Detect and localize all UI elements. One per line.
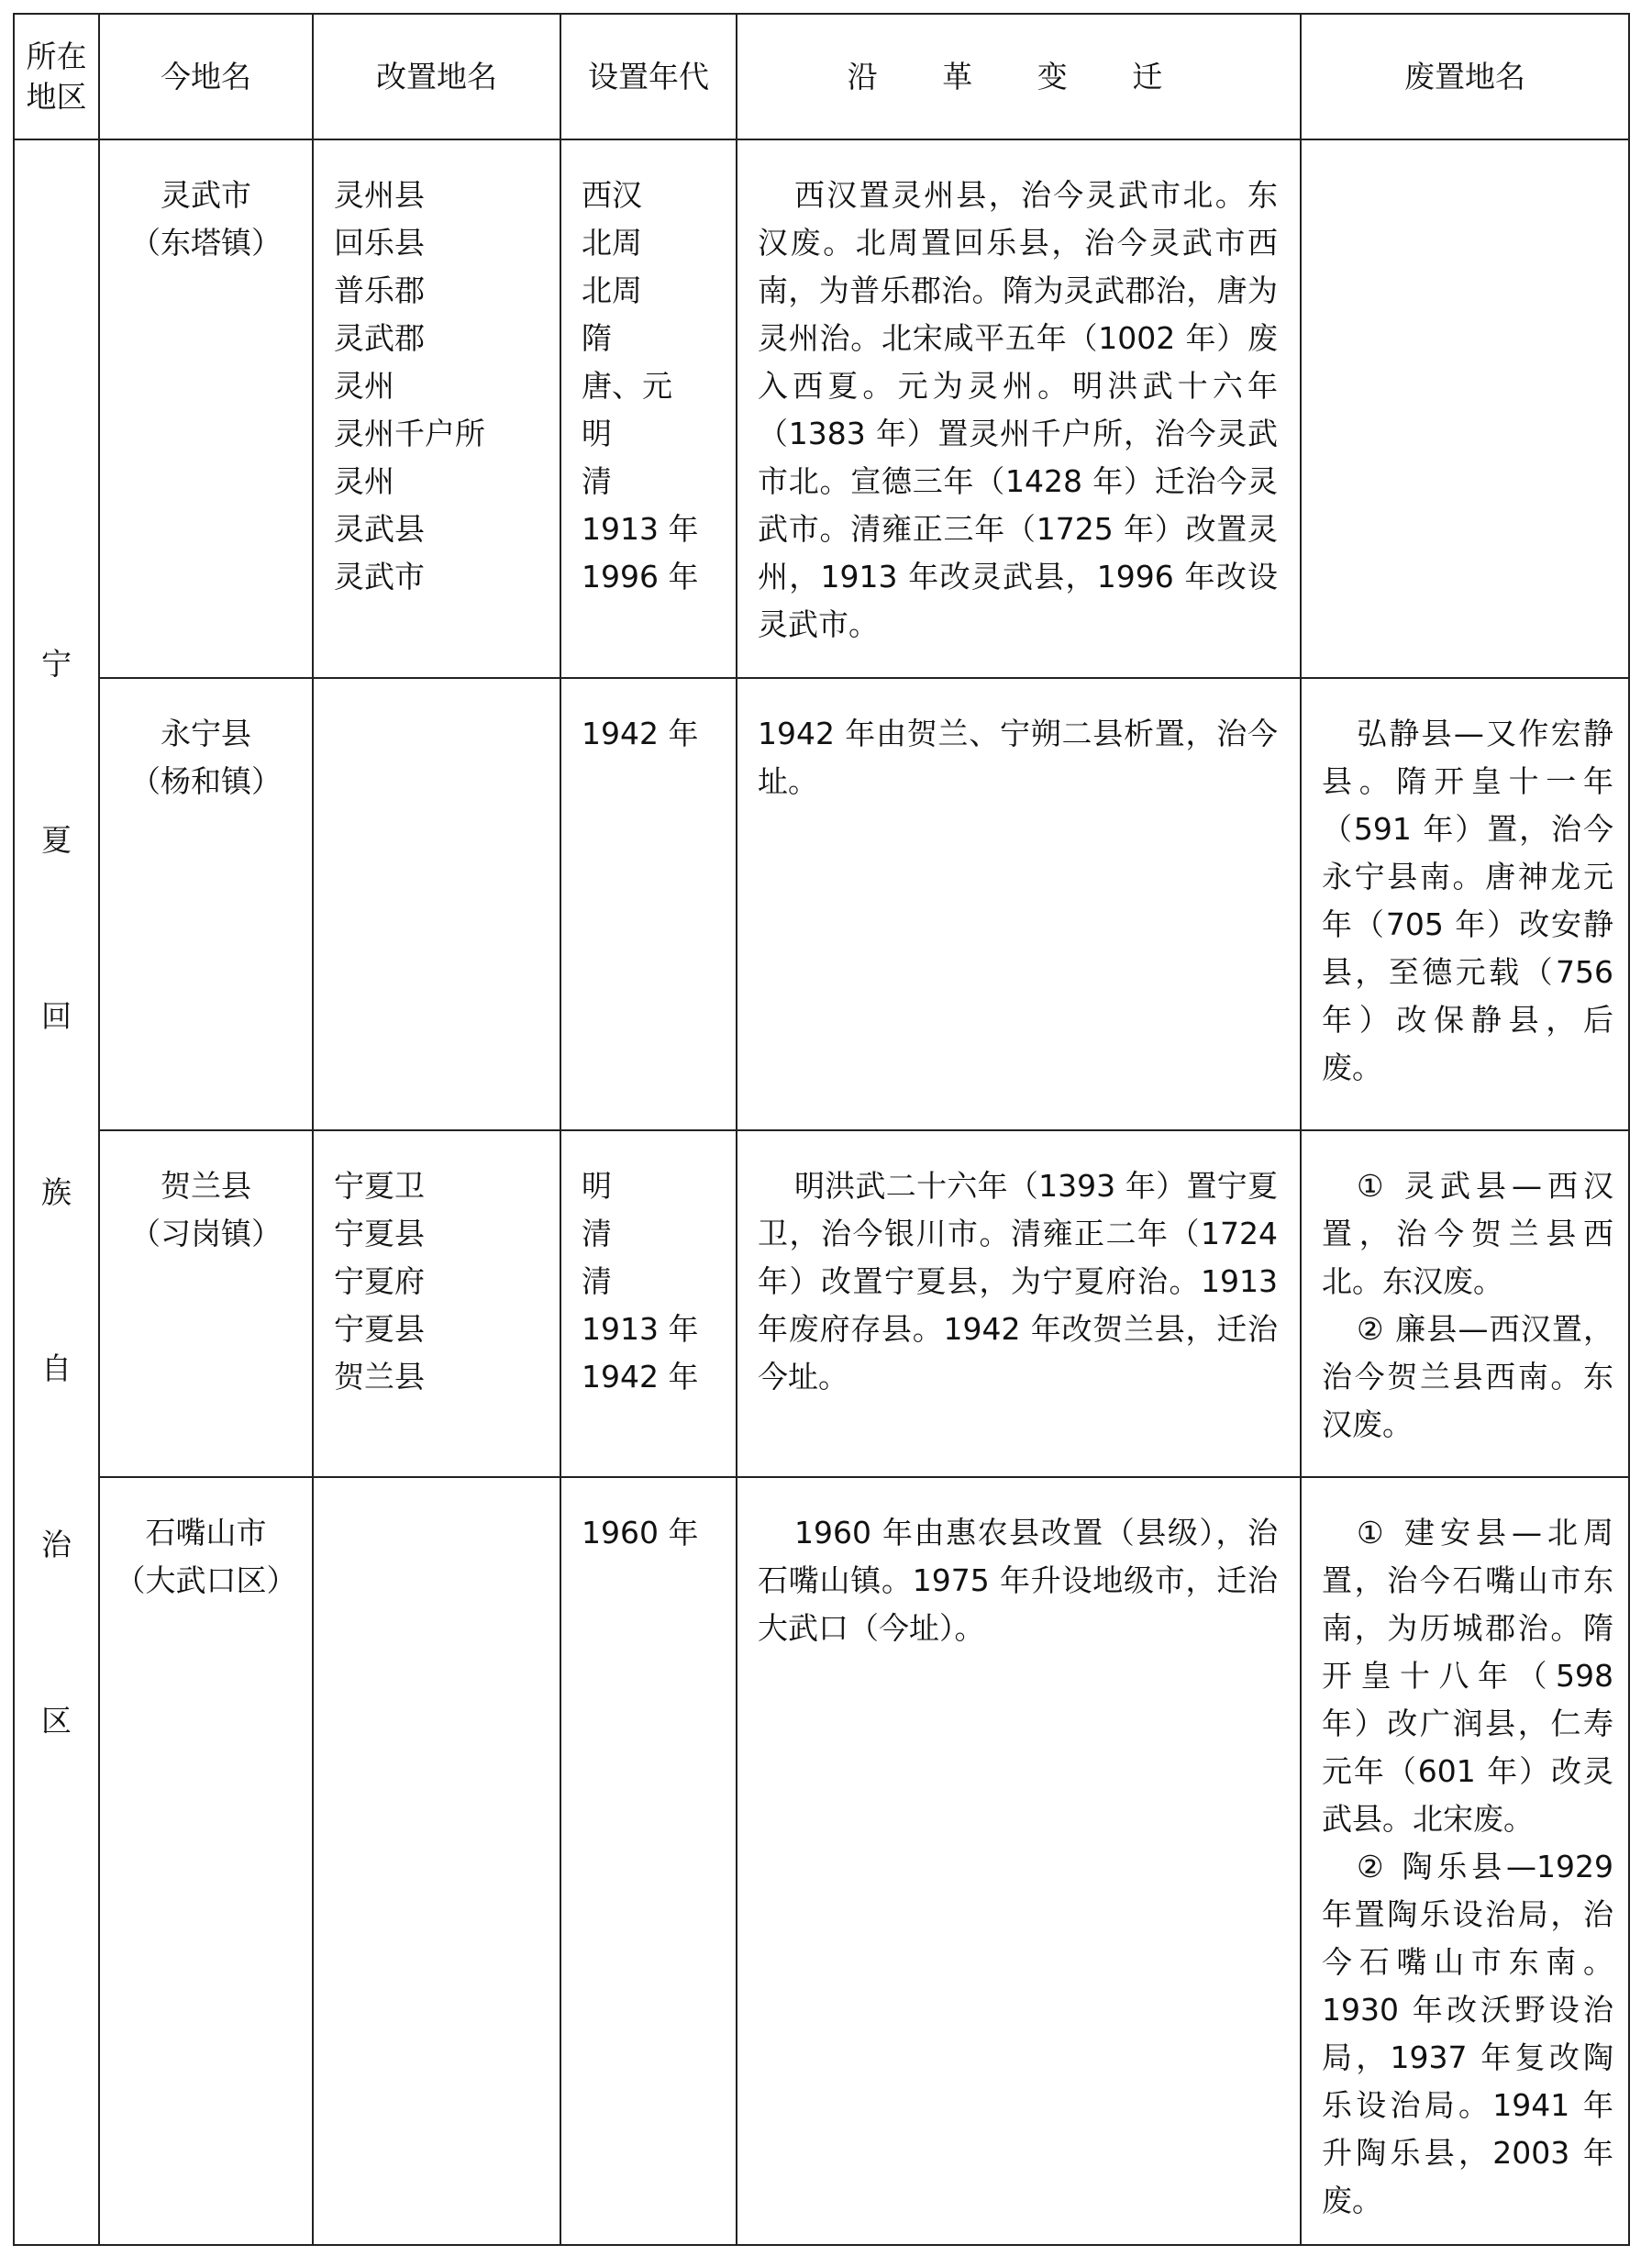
header-current-name: 今地名 xyxy=(99,14,313,139)
region-char: 宁 xyxy=(41,645,72,682)
header-years: 设置年代 xyxy=(560,14,737,139)
region-char: 区 xyxy=(41,1702,72,1739)
former-name: 宁夏卫 xyxy=(334,1168,425,1204)
region-char: 自 xyxy=(41,1350,72,1386)
history-text: 1960 年由惠农县改置（县级），治石嘴山镇。1975 年升设地级市，迁治大武口（今址）。 xyxy=(758,1515,1278,1646)
header-row xyxy=(14,14,1629,139)
former-names-cell xyxy=(313,1477,560,2245)
abolished-entry: ② 廉县—西汉置，治今贺兰县西南。东汉废。 xyxy=(1322,1311,1613,1442)
former-names-cell xyxy=(313,678,560,1130)
former-name: 灵武市 xyxy=(334,559,425,595)
year: 1960 年 xyxy=(582,1515,699,1550)
header-abolished: 废置地名 xyxy=(1301,14,1629,139)
county-seat: （大武口区） xyxy=(115,1562,297,1598)
year: 西汉 xyxy=(582,177,642,213)
years-cell xyxy=(560,139,737,678)
abolished-entry: ① 灵武县—西汉置，治今贺兰县西北。东汉废。 xyxy=(1322,1168,1613,1299)
former-name: 灵州县 xyxy=(334,177,425,213)
table-row xyxy=(14,1130,1629,1477)
history-text: 西汉置灵州县，治今灵武市北。东汉废。北周置回乐县，治今灵武市西南，为普乐郡治。隋为灵武郡治，唐为灵州治。北宋咸平五年（1002 年）废入西夏。元为灵州。明洪武十六年（1383 年）置灵州千户所，治今灵武市北。宣德三年（1428 年）迁治今灵武市。清雍正三年（1725 年）改置灵州，1913 年改灵武县，1996 年改设灵武市。 xyxy=(758,177,1278,642)
year: 清 xyxy=(582,1216,612,1251)
table-row xyxy=(14,678,1629,1130)
history-cell xyxy=(737,678,1301,1130)
county-seat: （东塔镇） xyxy=(130,225,282,261)
region-char: 回 xyxy=(41,997,72,1034)
former-name: 宁夏府 xyxy=(334,1263,425,1299)
year: 1996 年 xyxy=(582,559,699,595)
year: 明 xyxy=(582,1168,612,1204)
abolished-entry: ① 建安县—北周置，治今石嘴山市东南，为历城郡治。隋开皇十八年（598 年）改广润县，仁寿元年（601 年）改灵武县。北宋废。 xyxy=(1322,1515,1613,1837)
table-row xyxy=(14,139,1629,678)
current-name-cell xyxy=(99,678,313,1130)
former-names-cell xyxy=(313,139,560,678)
history-text: 明洪武二十六年（1393 年）置宁夏卫，治今银川市。清雍正二年（1724 年）改置宁夏县，为宁夏府治。1913 年废府存县。1942 年改贺兰县，迁治今址。 xyxy=(758,1168,1278,1395)
current-name-cell xyxy=(99,1477,313,2245)
year: 清 xyxy=(582,463,612,499)
year: 1913 年 xyxy=(582,511,699,547)
former-name: 回乐县 xyxy=(334,225,425,261)
abolished-cell xyxy=(1301,1130,1629,1477)
header-history: 沿 革 变 迁 xyxy=(737,14,1301,139)
abolished-cell xyxy=(1301,139,1629,678)
years-cell xyxy=(560,678,737,1130)
former-name: 灵州 xyxy=(334,463,394,499)
header-former-names: 改置地名 xyxy=(313,14,560,139)
former-name: 灵州 xyxy=(334,368,394,404)
history-cell xyxy=(737,1477,1301,2245)
former-name: 宁夏县 xyxy=(334,1216,425,1251)
region-char: 族 xyxy=(41,1173,72,1210)
year: 唐、元 xyxy=(582,368,672,404)
abolished-cell xyxy=(1301,1477,1629,2245)
region-char: 夏 xyxy=(41,821,72,858)
former-name: 灵州千户所 xyxy=(334,416,485,451)
current-name-cell xyxy=(99,139,313,678)
abolished-entry: ② 陶乐县—1929 年置陶乐设治局，治今石嘴山市东南。1930 年改沃野设治局，1937 年复改陶乐设治局。1941 年升陶乐县，2003 年废。 xyxy=(1322,1849,1613,2218)
year: 1942 年 xyxy=(582,716,699,751)
current-name: 石嘴山市 xyxy=(145,1515,267,1550)
year: 北周 xyxy=(582,272,642,308)
abolished-cell xyxy=(1301,678,1629,1130)
year: 隋 xyxy=(582,320,612,356)
years-cell xyxy=(560,1477,737,2245)
former-names-cell xyxy=(313,1130,560,1477)
current-name: 灵武市 xyxy=(161,177,251,213)
region-cell xyxy=(14,139,99,2245)
region-char: 治 xyxy=(41,1526,72,1562)
years-cell xyxy=(560,1130,737,1477)
current-name-cell xyxy=(99,1130,313,1477)
current-name: 永宁县 xyxy=(161,716,251,751)
year: 1913 年 xyxy=(582,1311,699,1347)
region-name xyxy=(39,646,75,1739)
year: 明 xyxy=(582,416,612,451)
history-cell xyxy=(737,139,1301,678)
abolished-entry: 弘静县—又作宏静县。隋开皇十一年（591 年）置，治今永宁县南。唐神龙元年（705 年）改安静县，至德元载（756 年）改保静县，后废。 xyxy=(1322,716,1613,1085)
year: 1942 年 xyxy=(582,1359,699,1395)
former-name: 普乐郡 xyxy=(334,272,425,308)
former-name: 贺兰县 xyxy=(334,1359,425,1395)
current-name: 贺兰县 xyxy=(161,1168,251,1204)
county-seat: （习岗镇） xyxy=(130,1216,282,1251)
year: 清 xyxy=(582,1263,612,1299)
history-cell xyxy=(737,1130,1301,1477)
history-table xyxy=(13,13,1630,2246)
county-seat: （杨和镇） xyxy=(130,763,282,799)
table-row xyxy=(14,1477,1629,2245)
former-name: 灵武县 xyxy=(334,511,425,547)
header-region: 所在地区 xyxy=(14,14,99,139)
history-text: 1942 年由贺兰、宁朔二县析置，治今址。 xyxy=(758,716,1278,799)
former-name: 灵武郡 xyxy=(334,320,425,356)
year: 北周 xyxy=(582,225,642,261)
former-name: 宁夏县 xyxy=(334,1311,425,1347)
